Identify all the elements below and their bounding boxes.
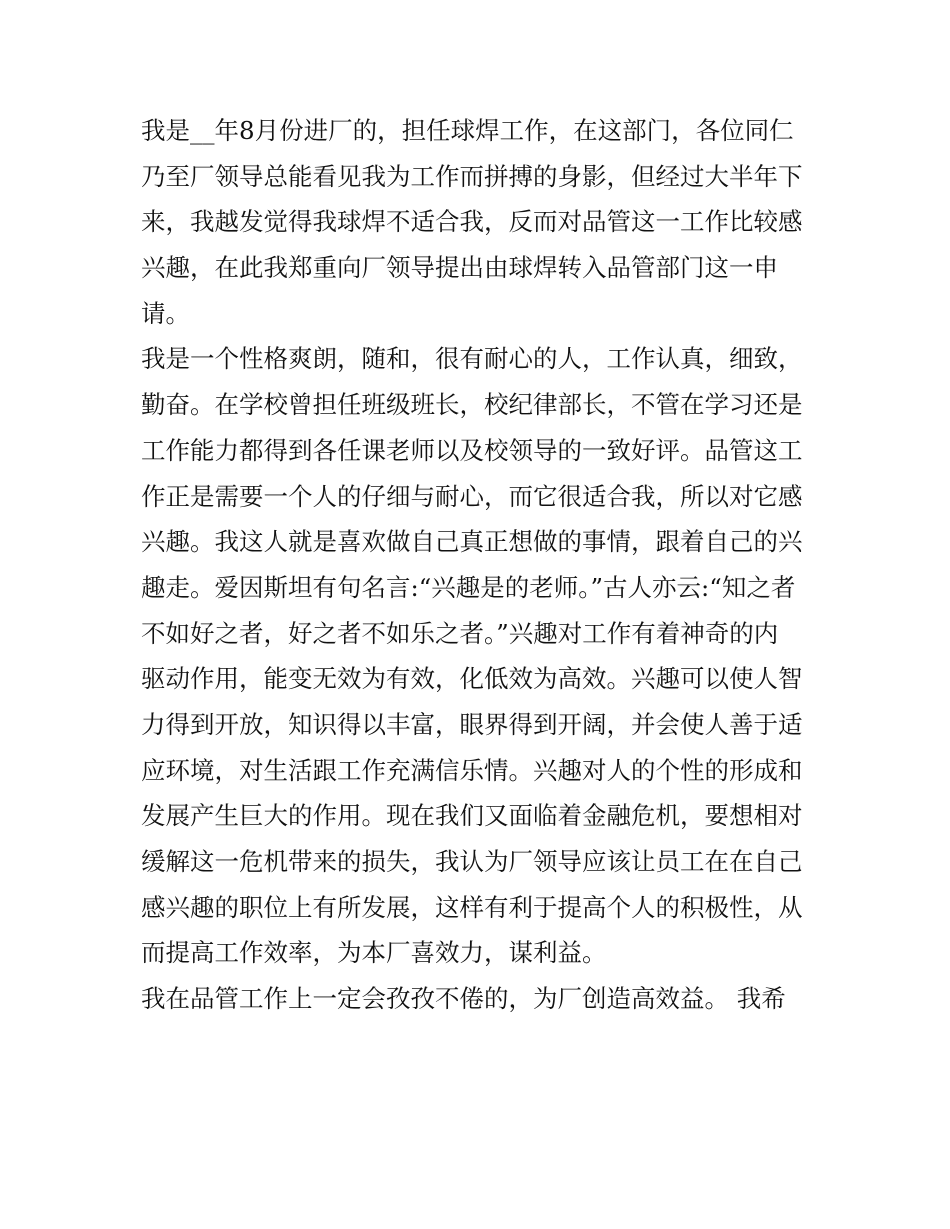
text-line: 工作能力都得到各任课老师以及校领导的一致好评。品管这工 <box>141 435 803 465</box>
text-line: 兴趣。我这人就是喜欢做自己真正想做的事情，跟着自己的兴 <box>141 527 803 557</box>
text-line: 来，我越发觉得我球焊不适合我，反而对品管这一工作比较感 <box>141 207 803 237</box>
text-line: 我是一个性格爽朗，随和，很有耐心的人，工作认真，细致， <box>141 344 803 374</box>
text-line: 我是__年8月份进厂的，担任球焊工作，在这部门，各位同仁 <box>141 116 794 145</box>
text-line: 我在品管工作上一定会孜孜不倦的，为厂创造高效益。 我希 <box>141 984 786 1014</box>
text-line: 不如好之者，好之者不如乐之者。”兴趣对工作有着神奇的内 <box>141 618 779 648</box>
text-line: 而提高工作效率，为本厂喜效力，谋利益。 <box>141 938 607 968</box>
text-line: 请。 <box>141 298 190 328</box>
text-line: 勤奋。在学校曾担任班级班长，校纪律部长，不管在学习还是 <box>141 390 803 420</box>
text-line: 力得到开放，知识得以丰富，眼界得到开阔，并会使人善于适 <box>141 709 803 739</box>
text-line: 发展产生巨大的作用。现在我们又面临着金融危机，要想相对 <box>141 801 803 831</box>
text-line: 兴趣，在此我郑重向厂领导提出由球焊转入品管部门这一申 <box>141 253 778 283</box>
text-line: 驱动作用，能变无效为有效，化低效为高效。兴趣可以使人智 <box>141 664 803 694</box>
text-line: 乃至厂领导总能看见我为工作而拼搏的身影，但经过大半年下 <box>141 161 803 191</box>
text-line: 缓解这一危机带来的损失，我认为厂领导应该让员工在在自己 <box>141 847 803 876</box>
document-body <box>141 108 821 1022</box>
text-line: 应环境，对生活跟工作充满信乐情。兴趣对人的个性的形成和 <box>141 755 803 785</box>
text-line: 趣走。爱因斯坦有句名言:“兴趣是的老师。”古人亦云:“知之者 <box>141 572 796 602</box>
text-line: 感兴趣的职位上有所发展，这样有利于提高个人的积极性，从 <box>141 892 803 922</box>
text-line: 作正是需要一个人的仔细与耐心，而它很适合我，所以对它感 <box>141 481 803 511</box>
